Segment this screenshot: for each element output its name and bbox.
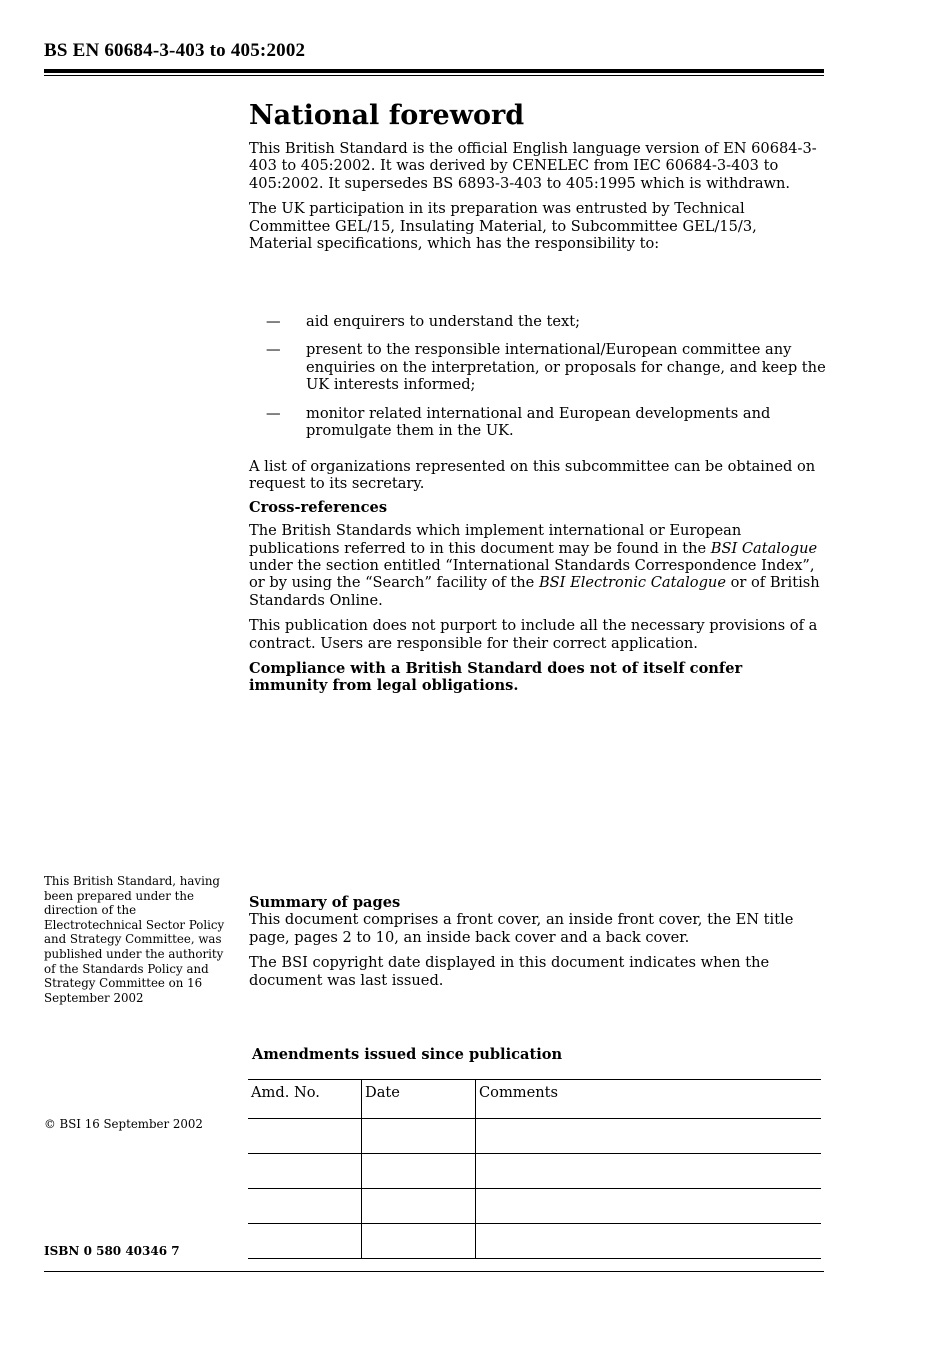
isbn: ISBN 0 580 40346 7: [44, 1244, 180, 1258]
cross-references-heading: Cross-references: [249, 498, 388, 516]
page-title: National foreword: [249, 100, 525, 131]
header-rule-thick: [44, 69, 824, 73]
amendments-table: [248, 1079, 821, 1259]
contract-paragraph: This publication does not purport to include all the necessary provisions of a contract. Users are responsible for their correct application.: [249, 617, 818, 652]
document-number: BS EN 60684-3-403 to 405:2002: [44, 40, 306, 61]
dash-marker: —: [266, 341, 281, 359]
table-row: [248, 1189, 821, 1224]
bsi-electronic-catalogue-title: BSI Electronic Catalogue: [538, 574, 726, 592]
table-header-row: [248, 1080, 821, 1119]
dash-marker: —: [266, 404, 281, 422]
footer-rule: [44, 1271, 824, 1272]
list-item: — aid enquirers to understand the text;: [266, 313, 581, 330]
column-header-comments: Comments: [476, 1080, 822, 1119]
compliance-statement: Compliance with a British Standard does not of itself confer immunity from legal obligations.: [249, 660, 743, 695]
foreword-paragraph-1: This British Standard is the official English language version of EN 60684-3-403 to 405:2002. It was derived by CENELEC from IEC 60684-3-403 to 405:2002. It supersedes BS 6893-3-403 to 405:1995 which is withdrawn.: [249, 140, 817, 192]
foreword-body: [249, 458, 823, 695]
column-header-date: Date: [362, 1080, 476, 1119]
summary-section: [249, 894, 823, 989]
header-rule-thin: [44, 75, 824, 76]
foreword-paragraph-2: The UK participation in its preparation was entrusted by Technical Committee GEL/15, Insulating Material, to Subcommittee GEL/15/3, Material specifications, which has the responsibility to:: [249, 200, 757, 253]
responsibility-list: [266, 313, 826, 450]
column-header-amd-no: Amd. No.: [248, 1080, 362, 1119]
summary-heading: Summary of pages: [249, 894, 401, 911]
cross-references-paragraph: The British Standards which implement international or European publications referred to in this document may be found in the BSI Catalogue under the section entitled “International Standards Correspondence Index”, or by using the “Search” facility of the BSI Electronic Catalogue or of British Standards Online.: [249, 522, 820, 609]
organizations-paragraph: A list of organizations represented on this subcommittee can be obtained on request to its secretary.: [249, 458, 816, 493]
amendments-title: Amendments issued since publication: [252, 1046, 563, 1063]
bsi-catalogue-title: BSI Catalogue: [710, 539, 818, 557]
dash-marker: —: [266, 313, 281, 330]
copyright-notice: © BSI 16 September 2002: [44, 1117, 203, 1131]
table-row: [248, 1119, 821, 1154]
foreword-intro: [249, 140, 823, 252]
table-row: [248, 1154, 821, 1189]
table-row: [248, 1224, 821, 1259]
summary-paragraph-1: This document comprises a front cover, an inside front cover, the EN title page, pages 2 to 10, an inside back cover and a back cover.: [249, 911, 794, 946]
summary-paragraph-2: The BSI copyright date displayed in this document indicates when the document was last issued.: [249, 954, 770, 989]
list-item: — monitor related international and European developments and promulgate them in the UK.: [266, 404, 771, 440]
publication-note: This British Standard, having been prepared under the direction of the Electrotechnical Sector Policy and Strategy Committee, was published under the authority of the Standards Policy and Strategy Committee on 16 September 2002: [44, 874, 225, 1005]
list-item: — present to the responsible international/European committee any enquiries on the interpretation, or proposals for change, and keep the UK interests informed;: [266, 341, 826, 394]
